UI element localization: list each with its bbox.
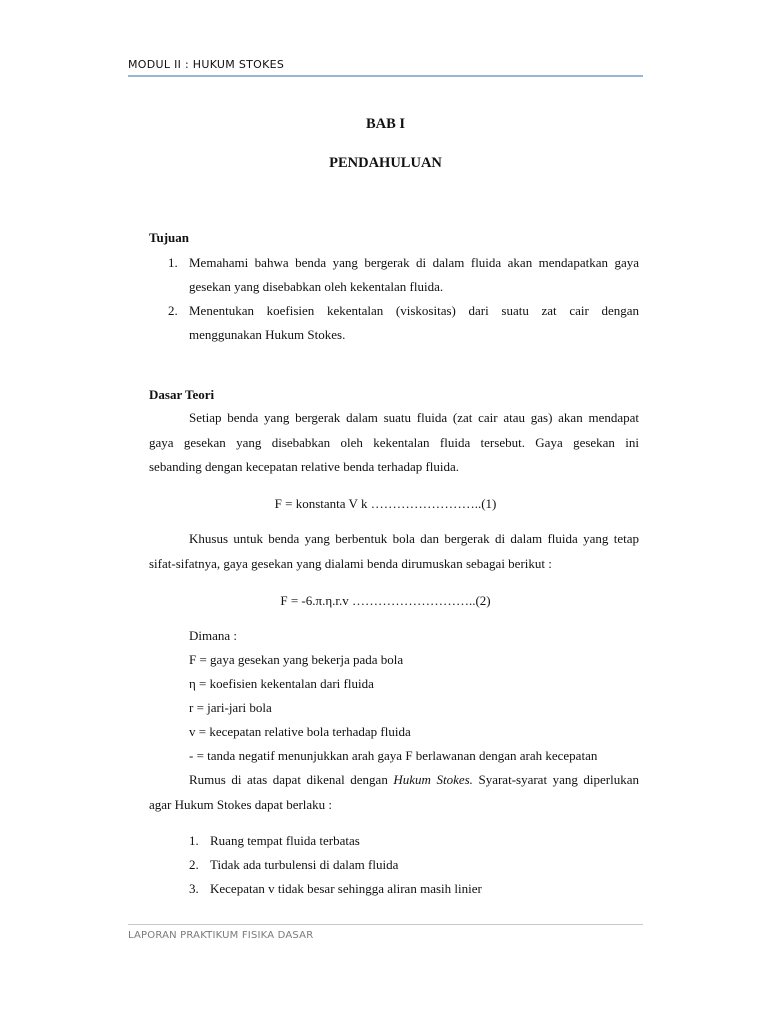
header-rule <box>128 75 643 77</box>
list-number: 2. <box>189 857 199 872</box>
definition-line: - = tanda negatif menunjukkan arah gaya F berlawanan dengan arah kecepatan <box>189 748 598 763</box>
dimana-label: Dimana : <box>189 628 238 643</box>
equation-1: F = konstanta V k ……………………..(1) <box>274 496 497 511</box>
equation-2: F = -6.π.η.r.v ………………………..(2) <box>280 593 491 608</box>
text-run: Syarat-syarat yang diperlukan <box>472 772 639 787</box>
list-number: 1. <box>168 255 178 270</box>
list-item-text: Memahami bahwa benda yang bergerak di dalam fluida akan mendapatkan gaya <box>189 255 639 270</box>
italic-term: Hukum Stokes. <box>393 772 473 787</box>
running-footer: LAPORAN PRAKTIKUM FISIKA DASAR <box>128 930 314 941</box>
paragraph-line: gaya gesekan yang disebabkan oleh kekentalan fluida tersebut. Gaya gesekan ini <box>149 435 639 450</box>
paragraph-line: sifat-sifatnya, gaya gesekan yang dialami benda dirumuskan sebagai berikut : <box>149 556 552 571</box>
list-item-text: Tidak ada turbulensi di dalam fluida <box>210 857 399 872</box>
text-run: Rumus di atas dapat dikenal dengan <box>189 772 394 787</box>
list-item-text: Menentukan koefisien kekentalan (viskositas) dari suatu zat cair dengan <box>189 303 639 318</box>
chapter-title: PENDAHULUAN <box>329 155 442 171</box>
paragraph-line: Setiap benda yang bergerak dalam suatu fluida (zat cair atau gas) akan mendapat <box>189 410 639 425</box>
list-item-text: Ruang tempat fluida terbatas <box>210 833 360 848</box>
running-header: MODUL II : HUKUM STOKES <box>128 58 285 71</box>
paragraph-line: agar Hukum Stokes dapat berlaku : <box>149 797 333 812</box>
list-item-text: Kecepatan v tidak besar sehingga aliran masih linier <box>210 881 482 896</box>
definition-line: v = kecepatan relative bola terhadap fluida <box>189 724 411 739</box>
list-number: 1. <box>189 833 199 848</box>
list-item-text: menggunakan Hukum Stokes. <box>189 327 346 342</box>
footer-rule <box>128 924 643 925</box>
paragraph-line: Khusus untuk benda yang berbentuk bola dan bergerak di dalam fluida yang tetap <box>189 531 639 546</box>
definition-line: η = koefisien kekentalan dari fluida <box>189 676 374 691</box>
section-heading-dasar-teori: Dasar Teori <box>149 387 215 402</box>
list-number: 3. <box>189 881 199 896</box>
section-heading-tujuan: Tujuan <box>149 230 189 245</box>
chapter-number: BAB I <box>365 116 406 132</box>
definition-line: r = jari-jari bola <box>189 700 272 715</box>
list-item-text: gesekan yang disebabkan oleh kekentalan fluida. <box>189 279 444 294</box>
paragraph-line <box>189 772 639 788</box>
paragraph-line: sebanding dengan kecepatan relative benda terhadap fluida. <box>149 459 460 474</box>
list-number: 2. <box>168 303 178 318</box>
definition-line: F = gaya gesekan yang bekerja pada bola <box>189 652 404 667</box>
